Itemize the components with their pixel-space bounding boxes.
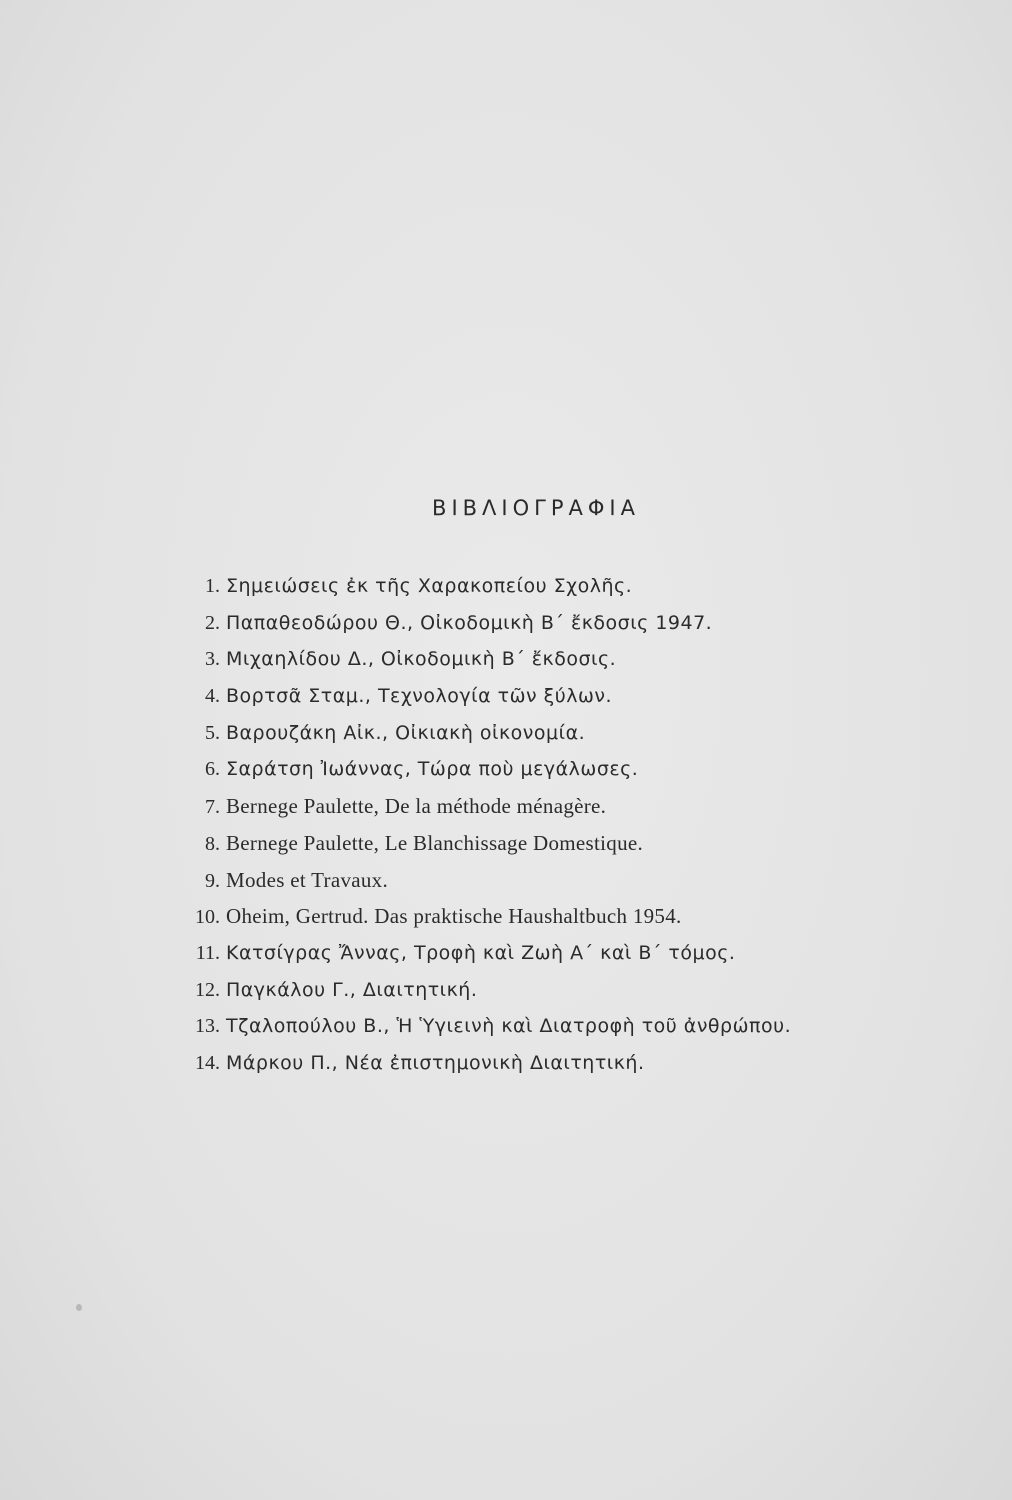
list-item — [180, 898, 791, 935]
entry-number: 3. — [205, 648, 220, 671]
entry-number: 9. — [205, 869, 220, 892]
entry-text: Βαρουζάκη Αἰκ., Οἰκιακὴ οἰκονομία. — [226, 721, 586, 744]
entry-text: Παπαθεοδώρου Θ., Οἰκοδομικὴ Β΄ ἔκδοσις 1947. — [226, 611, 713, 634]
entry-number: 12. — [195, 978, 220, 1001]
entry-text: Bernege Paulette, De la méthode ménagère. — [226, 794, 607, 819]
entry-number: 6. — [205, 758, 220, 781]
list-item — [180, 715, 791, 752]
list-item — [180, 862, 791, 899]
entry-number: 2. — [205, 611, 220, 634]
entry-text: Σημειώσεις ἐκ τῆς Χαρακοπείου Σχολῆς. — [226, 575, 633, 597]
entry-text: Παγκάλου Γ., Διαιτητική. — [226, 978, 478, 1001]
entry-number: 4. — [205, 685, 220, 708]
list-item — [180, 568, 791, 605]
entry-number: 11. — [195, 941, 220, 964]
entry-number: 7. — [205, 796, 220, 819]
list-item — [180, 678, 791, 715]
bibliography-list — [180, 568, 791, 1082]
list-item — [180, 605, 791, 642]
list-item — [180, 1008, 791, 1045]
list-item — [180, 751, 791, 788]
list-item — [180, 935, 791, 972]
entry-text: Βορτσᾶ Σταμ., Τεχνολογία τῶν ξύλων. — [226, 685, 613, 708]
list-item — [180, 1045, 791, 1082]
entry-text: Τζαλοπούλου Β., Ἡ Ὑγιεινὴ καὶ Διατροφὴ τοῦ ἀνθρώπου. — [226, 1015, 792, 1038]
entry-number: 8. — [205, 832, 220, 855]
entry-text: Bernege Paulette, Le Blanchissage Domestique. — [226, 830, 644, 855]
list-item — [180, 788, 791, 825]
entry-text: Μάρκου Π., Νέα ἐπιστημονικὴ Διαιτητική. — [226, 1051, 645, 1074]
list-item — [180, 641, 791, 678]
entry-number: 5. — [205, 721, 220, 744]
paper-speck — [76, 1304, 82, 1311]
entry-text: Modes et Travaux. — [226, 867, 389, 892]
entry-text: Κατσίγρας Ἄννας, Τροφὴ καὶ Ζωὴ Α΄ καὶ Β΄ τόμος. — [226, 941, 736, 964]
entry-number: 10. — [195, 906, 220, 929]
list-item — [180, 972, 791, 1009]
entry-text: Μιχαηλίδου Δ., Οἰκοδομικὴ Β΄ ἔκδοσις. — [226, 648, 617, 671]
entry-number: 14. — [195, 1051, 220, 1074]
list-item — [180, 825, 791, 862]
entry-number: 13. — [195, 1015, 220, 1038]
entry-text: Oheim, Gertrud. Das praktische Haushaltbuch 1954. — [226, 904, 682, 929]
page-title: ΒΙΒΛΙΟΓΡΑΦΙΑ — [432, 496, 640, 520]
entry-number: 1. — [205, 575, 220, 597]
entry-text: Σαράτση Ἰωάννας, Τώρα ποὺ μεγάλωσες. — [226, 758, 639, 781]
